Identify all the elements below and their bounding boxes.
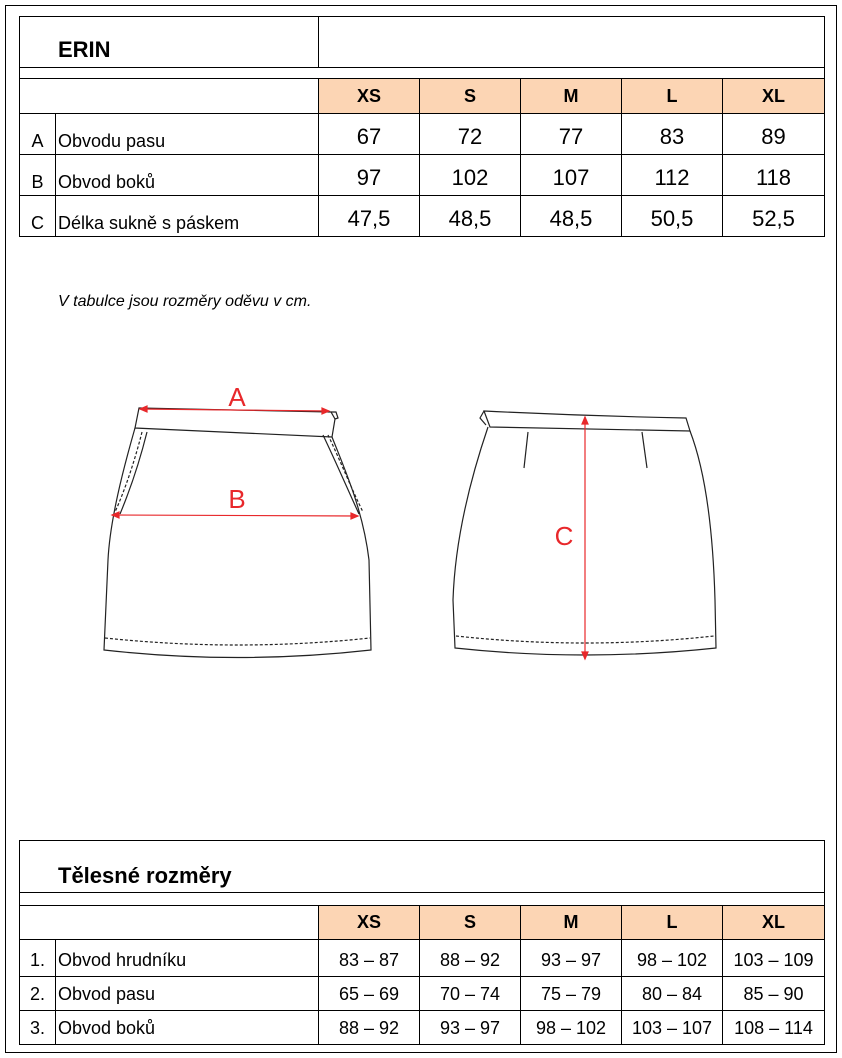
value-cell: 77	[558, 124, 584, 149]
value-cell: 103 – 109	[733, 949, 814, 970]
value-cell: 83 – 87	[338, 949, 400, 970]
value-cell: 48,5	[448, 206, 492, 231]
row-code: 3.	[29, 1017, 45, 1038]
value-cell: 93 – 97	[439, 1017, 501, 1038]
row-code: 2.	[29, 983, 45, 1004]
value-cell: 85 – 90	[743, 983, 804, 1004]
value-cell: 97	[356, 165, 382, 190]
row-label: Obvod boků	[58, 1017, 156, 1038]
value-cell: 48,5	[549, 206, 593, 231]
value-cell: 65 – 69	[338, 983, 400, 1004]
value-cell: 47,5	[347, 206, 391, 231]
value-cell: 88 – 92	[439, 949, 501, 970]
row-label: Obvod boků	[58, 171, 156, 192]
row-label: Délka sukně s páskem	[58, 212, 240, 233]
measure-label-c: C	[554, 521, 574, 551]
row-label: Obvod pasu	[58, 983, 156, 1004]
measure-label-b: B	[228, 484, 246, 514]
value-cell: 88 – 92	[338, 1017, 400, 1038]
row-code: 1.	[29, 949, 45, 970]
row-label: Obvodu pasu	[58, 130, 166, 151]
value-cell: 50,5	[650, 206, 694, 231]
value-cell: 89	[761, 124, 786, 149]
value-cell: 80 – 84	[641, 983, 703, 1004]
body-table-title: Tělesné rozměry	[58, 863, 232, 888]
units-note: V tabulce jsou rozměry oděvu v cm.	[58, 293, 312, 310]
value-cell: 118	[755, 165, 792, 190]
row-code: A	[31, 130, 44, 151]
value-cell: 98 – 102	[636, 949, 708, 970]
measure-lines	[112, 406, 588, 659]
value-cell: 83	[659, 124, 685, 149]
value-cell: 102	[451, 165, 489, 190]
value-cell: 103 – 107	[631, 1017, 713, 1038]
skirt-front-drawing	[104, 408, 371, 658]
value-cell: 108 – 114	[734, 1017, 813, 1038]
value-cell: 52,5	[752, 206, 795, 231]
row-label: Obvod hrudníku	[58, 949, 187, 970]
size-header-xl: XL	[723, 79, 824, 113]
value-cell: 72	[457, 124, 483, 149]
size-header-l: L	[622, 79, 722, 113]
size-header-m: M	[521, 79, 621, 113]
size-header-m: M	[521, 906, 621, 939]
value-cell: 112	[654, 165, 690, 190]
row-code: B	[31, 171, 44, 192]
size-header-l: L	[622, 906, 722, 939]
size-header-xs: XS	[319, 906, 419, 939]
value-cell: 75 – 79	[540, 983, 602, 1004]
value-cell: 67	[356, 124, 382, 149]
value-cell: 107	[552, 165, 590, 190]
size-header-s: S	[420, 906, 520, 939]
measure-label-a: A	[228, 382, 246, 412]
value-cell: 98 – 102	[535, 1017, 607, 1038]
size-header-xs: XS	[319, 79, 419, 113]
size-header-s: S	[420, 79, 520, 113]
value-cell: 93 – 97	[540, 949, 602, 970]
row-code: C	[31, 212, 44, 233]
value-cell: 70 – 74	[439, 983, 501, 1004]
product-title: ERIN	[58, 37, 111, 62]
size-header-xl: XL	[723, 906, 824, 939]
